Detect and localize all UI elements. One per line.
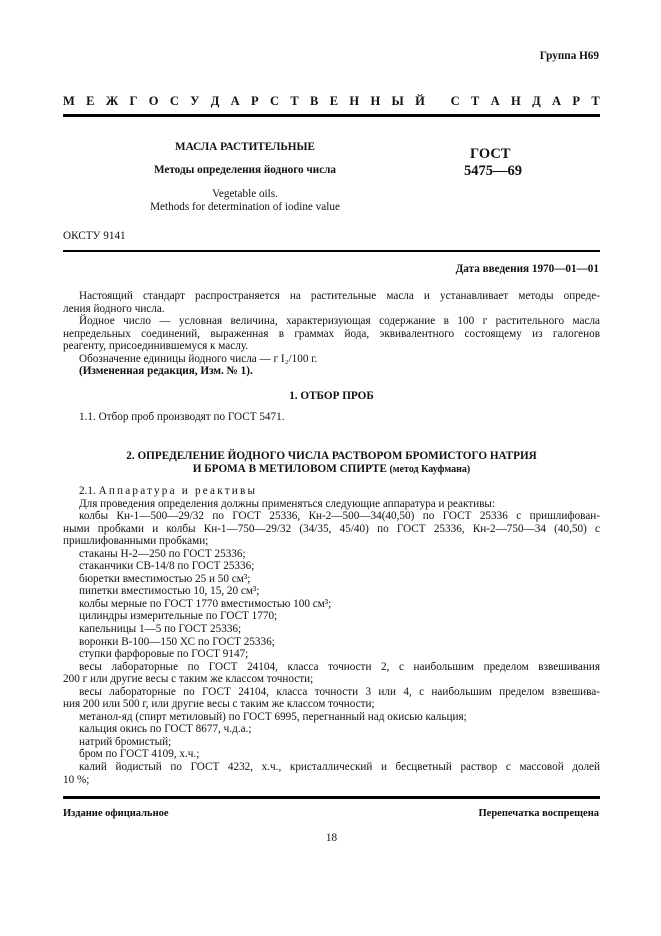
okstu-code: ОКСТУ 9141 — [63, 230, 126, 242]
text-line: кальция окись по ГОСТ 8677, ч.д.а.; — [79, 723, 252, 736]
text-line: колбы мерные по ГОСТ 1770 вместимостью 100 см³; — [79, 597, 332, 610]
effective-date: Дата введения 1970—01—01 — [455, 263, 599, 275]
banner-letter: А — [490, 94, 500, 108]
text-line: Для проведения определения должны применяться следующие аппаратура и реактивы: — [79, 497, 496, 510]
text-line: колбы Кн-1—500—29/32 по ГОСТ 25336, Кн-2—500—34(40,50) по ГОСТ 25336 с пришлифован- — [79, 510, 600, 523]
banner-letter: Т — [290, 94, 299, 108]
banner-letter: А — [230, 94, 240, 108]
text-line: Йодное число — условная величина, характеризующая содержание в 100 г растительного масла — [79, 315, 600, 328]
text-line: метанол-яд (спирт метиловый) по ГОСТ 6995, перегнанный над окисью кальция; — [79, 710, 467, 723]
gost-label: ГОСТ — [470, 146, 511, 162]
text-line: натрий бромистый; — [79, 735, 172, 748]
banner-letter: Е — [329, 94, 339, 108]
subsection-number: 2.1. — [79, 485, 99, 497]
text-line: ступки фарфоровые по ГОСТ 9147; — [79, 648, 249, 661]
banner-letter: С — [270, 94, 280, 108]
banner-letter: Т — [470, 94, 480, 108]
doc-title: МАСЛА РАСТИТЕЛЬНЫЕ — [175, 141, 315, 153]
text-line: цилиндры измерительные по ГОСТ 1770; — [79, 610, 278, 623]
text-line: весы лабораторные по ГОСТ 24104, класса точности 3 или 4, с наибольшим пределом взвешива- — [79, 685, 600, 698]
banner-letter: Р — [251, 94, 259, 108]
text-line: весы лабораторные по ГОСТ 24104, класса точности 2, с наибольшим пределом взвешивания — [79, 660, 600, 673]
section-2-heading-line-2 — [63, 463, 600, 476]
banner-letter: М — [63, 94, 75, 108]
text-line: пипетки вместимостью 10, 15, 20 см³; — [79, 585, 260, 598]
header-rule — [63, 114, 600, 117]
banner-letter: Д — [210, 94, 220, 108]
section-2-heading-line-1: 2. ОПРЕДЕЛЕНИЕ ЙОДНОГО ЧИСЛА РАСТВОРОМ БРОМИСТОГО НАТРИЯ — [126, 450, 537, 462]
doc-subtitle: Методы определения йодного числа — [153, 164, 337, 176]
section-2-heading — [63, 450, 600, 476]
banner-letter: Ы — [391, 94, 404, 108]
subsection-title: Аппаратура и реактивы — [98, 485, 258, 497]
banner-letter: Н — [349, 94, 360, 108]
text-line: воронки В-100—150 ХС по ГОСТ 25336; — [79, 635, 275, 648]
intro-text — [63, 290, 600, 378]
banner-letter: Н — [370, 94, 381, 108]
gost-number: 5475—69 — [464, 163, 522, 179]
text-line: ными пробками и колбы Кн-1—750—29/32 (34/35, 45/40) по ГОСТ 25336, Кн-2—750—34 (40,50) с — [63, 522, 600, 535]
text-line: ния 200 или 500 г, или другие весы с таким же классом точности; — [63, 698, 375, 711]
banner-letter: Е — [86, 94, 95, 108]
text-line: ления йодного числа. — [63, 302, 165, 315]
standard-banner — [63, 94, 600, 109]
footer-rule — [63, 796, 600, 799]
heading-method: (метод Кауфмана) — [386, 464, 471, 475]
group-code: Группа Н69 — [539, 50, 599, 62]
english-title-2: Methods for determination of iodine value — [150, 201, 340, 213]
reprint-prohibited: Перепечатка воспрещена — [478, 808, 599, 819]
text-line: стаканы Н-2—250 по ГОСТ 25336; — [79, 547, 246, 560]
text-line: 200 г или другие весы с таким же классом точности; — [63, 673, 314, 686]
banner-letter: В — [310, 94, 319, 108]
text-line: калий йодистый по ГОСТ 4232, х.ч., кристаллический и бесцветный раствор с массовой долей — [79, 761, 600, 774]
banner-letter: С — [169, 94, 179, 108]
text-line: бюретки вместимостью 25 и 50 см³; — [79, 572, 251, 585]
section-2-text — [63, 485, 600, 786]
section-1-heading: 1. ОТБОР ПРОБ — [289, 390, 374, 402]
banner-letter: Р — [572, 94, 581, 108]
text-line: (Измененная редакция, Изм. № 1). — [79, 365, 253, 378]
text-line: 10 %; — [63, 773, 90, 786]
text-line: реагенту, присоединившемуся к маслу. — [63, 340, 249, 353]
banner-letter: Ж — [105, 94, 119, 108]
banner-letter: У — [190, 94, 200, 108]
page-number: 18 — [325, 832, 338, 844]
text-line: непредельных соединений, выраженная в граммах йода, эквивалентного состоящему из галогенов — [63, 327, 600, 340]
banner-letter: С — [450, 94, 460, 108]
banner-letter: Т — [591, 94, 600, 108]
section-1-text — [63, 411, 600, 424]
text-line: пришлифованными пробками; — [63, 535, 209, 548]
text-line: стаканчики СВ-14/8 по ГОСТ 25336; — [79, 560, 255, 573]
banner-letter: Й — [415, 94, 425, 108]
paragraph-1-1: 1.1. Отбор проб производят по ГОСТ 5471. — [79, 411, 285, 423]
banner-letter: Г — [129, 94, 138, 108]
text-line: бром по ГОСТ 4109, х.ч.; — [79, 748, 200, 761]
banner-letter: О — [148, 94, 159, 108]
banner-letter: А — [552, 94, 562, 108]
text-line: Настоящий стандарт распространяется на растительные масла и устанавливает методы опреде- — [79, 290, 600, 302]
okstu-rule — [63, 250, 600, 252]
heading-main: И БРОМА В МЕТИЛОВОМ СПИРТЕ — [192, 463, 387, 475]
text-line: Обозначение единицы йодного числа — г I₂/100 г. — [79, 352, 318, 365]
text-line: капельницы 1—5 по ГОСТ 25336; — [79, 623, 242, 636]
subsection-2-1-title — [63, 485, 600, 498]
official-edition: Издание официальное — [63, 808, 169, 819]
english-title-1: Vegetable oils. — [212, 188, 278, 200]
banner-letter: Д — [532, 94, 541, 108]
banner-letter: Н — [511, 94, 521, 108]
